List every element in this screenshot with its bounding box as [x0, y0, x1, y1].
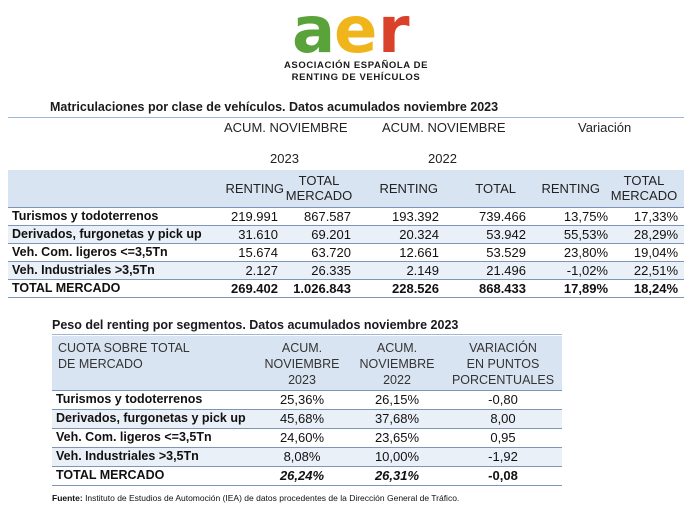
- col-acum-2023: ACUM. NOVIEMBRE 2023: [264, 341, 340, 387]
- col-total-2022: TOTAL: [475, 181, 516, 196]
- cell: 193.392: [392, 209, 439, 224]
- cell: 2.149: [406, 263, 439, 278]
- col-renting-2022: RENTING: [379, 181, 438, 196]
- col-total-mercado-variacion: TOTAL MERCADO: [610, 173, 678, 203]
- divider: [52, 334, 562, 335]
- cell: 17,89%: [563, 281, 608, 296]
- table-row: [52, 410, 562, 428]
- row-label: TOTAL MERCADO: [12, 281, 121, 295]
- divider: [8, 297, 684, 298]
- col-acum-2022: ACUM. NOVIEMBRE 2022: [359, 341, 435, 387]
- cell: 219.991: [231, 209, 278, 224]
- header-acum-2023: ACUM. NOVIEMBRE: [224, 120, 348, 135]
- table-row: [8, 208, 684, 225]
- cell: 13,75%: [563, 209, 608, 224]
- cell: -0,08: [488, 468, 518, 483]
- logo-line-2: RENTING DE VEHÍCULOS: [291, 72, 421, 83]
- cell: 37,68%: [374, 411, 420, 426]
- cell: 25,36%: [279, 392, 325, 407]
- table-row: [52, 429, 562, 447]
- cell: 2.127: [245, 263, 278, 278]
- header-year-2022: 2022: [428, 151, 457, 166]
- cell: 31.610: [238, 227, 278, 242]
- cell: 19,04%: [633, 245, 678, 260]
- header-variacion: Variación: [578, 120, 632, 135]
- cell: 18,24%: [633, 281, 678, 296]
- header-acum-2022: ACUM. NOVIEMBRE: [382, 120, 506, 135]
- col-variacion-puntos: VARIACIÓN EN PUNTOS PORCENTUALES: [451, 341, 555, 387]
- header-year-2023: 2023: [270, 151, 299, 166]
- cell: 1.026.843: [293, 281, 351, 296]
- col-renting-variacion: RENTING: [541, 181, 600, 196]
- svg-text:e: e: [334, 2, 378, 60]
- cell: 739.466: [479, 209, 526, 224]
- cell: 868.433: [479, 281, 526, 296]
- table-row: [8, 244, 684, 261]
- table2-title: Peso del renting por segmentos. Datos acumulados noviembre 2023: [52, 318, 459, 332]
- col-cuota: CUOTA SOBRE TOTAL DE MERCADO: [58, 341, 190, 371]
- row-label: Turismos y todoterrenos: [12, 209, 159, 223]
- cell: 10,00%: [374, 449, 420, 464]
- row-label: TOTAL MERCADO: [56, 468, 165, 482]
- cell: 28,29%: [633, 227, 678, 242]
- svg-text:r: r: [378, 2, 410, 60]
- row-label: Derivados, furgonetas y pick up: [56, 411, 246, 425]
- row-label: Turismos y todoterrenos: [56, 392, 203, 406]
- table-row: [52, 391, 562, 409]
- cell: 55,53%: [563, 227, 608, 242]
- cell: 45,68%: [279, 411, 325, 426]
- logo-line-1: ASOCIACIÓN ESPAÑOLA DE: [283, 60, 429, 71]
- table-row: [52, 448, 562, 466]
- cell: 12.661: [399, 245, 439, 260]
- aer-logo: [0, 0, 696, 92]
- cell: 63.720: [311, 245, 351, 260]
- cell: -1,92: [488, 449, 518, 464]
- source-note: [52, 493, 459, 503]
- cell: 22,51%: [633, 263, 678, 278]
- divider: [8, 117, 684, 118]
- table-row: [8, 262, 684, 279]
- table1-title: Matriculaciones por clase de vehículos. Datos acumulados noviembre 2023: [50, 100, 499, 114]
- cell: 23,65%: [374, 430, 420, 445]
- cell: 0,95: [490, 430, 516, 445]
- row-label: Veh. Industriales >3,5Tn: [56, 449, 199, 463]
- cell: 20.324: [399, 227, 439, 242]
- cell: -1,02%: [566, 263, 608, 278]
- row-label: Veh. Industriales >3,5Tn: [12, 263, 155, 277]
- row-label: Derivados, furgonetas y pick up: [12, 227, 202, 241]
- cell: 15.674: [238, 245, 278, 260]
- cell: 26,15%: [374, 392, 420, 407]
- source-label: Fuente:: [52, 493, 83, 503]
- cell: 867.587: [304, 209, 351, 224]
- row-label: Veh. Com. ligeros <=3,5Tn: [56, 430, 212, 444]
- cell: 21.496: [486, 263, 526, 278]
- cell: 228.526: [392, 281, 439, 296]
- source-text: Instituto de Estudios de Automoción (IEA) de datos procedentes de la Dirección General de Tráfico.: [82, 493, 460, 503]
- cell: 8,08%: [283, 449, 321, 464]
- col-renting-2023: RENTING: [225, 181, 284, 196]
- table-row: [8, 226, 684, 243]
- cell: 24,60%: [279, 430, 325, 445]
- cell: 26,31%: [374, 468, 420, 483]
- cell: 26,24%: [279, 468, 325, 483]
- cell: 53.942: [486, 227, 526, 242]
- cell: 26.335: [311, 263, 351, 278]
- cell: 17,33%: [633, 209, 678, 224]
- table-row-total: [8, 280, 684, 297]
- cell: -0,80: [488, 392, 518, 407]
- cell: 69.201: [311, 227, 351, 242]
- cell: 23,80%: [563, 245, 608, 260]
- cell: 8,00: [490, 411, 516, 426]
- row-label: Veh. Com. ligeros <=3,5Tn: [12, 245, 168, 259]
- table-row-total: [52, 467, 562, 485]
- cell: 53.529: [486, 245, 526, 260]
- svg-text:a: a: [292, 2, 336, 60]
- col-total-mercado-2023: TOTAL MERCADO: [285, 173, 353, 203]
- aer-wordmark: [290, 2, 430, 60]
- divider: [52, 485, 562, 486]
- cell: 269.402: [231, 281, 278, 296]
